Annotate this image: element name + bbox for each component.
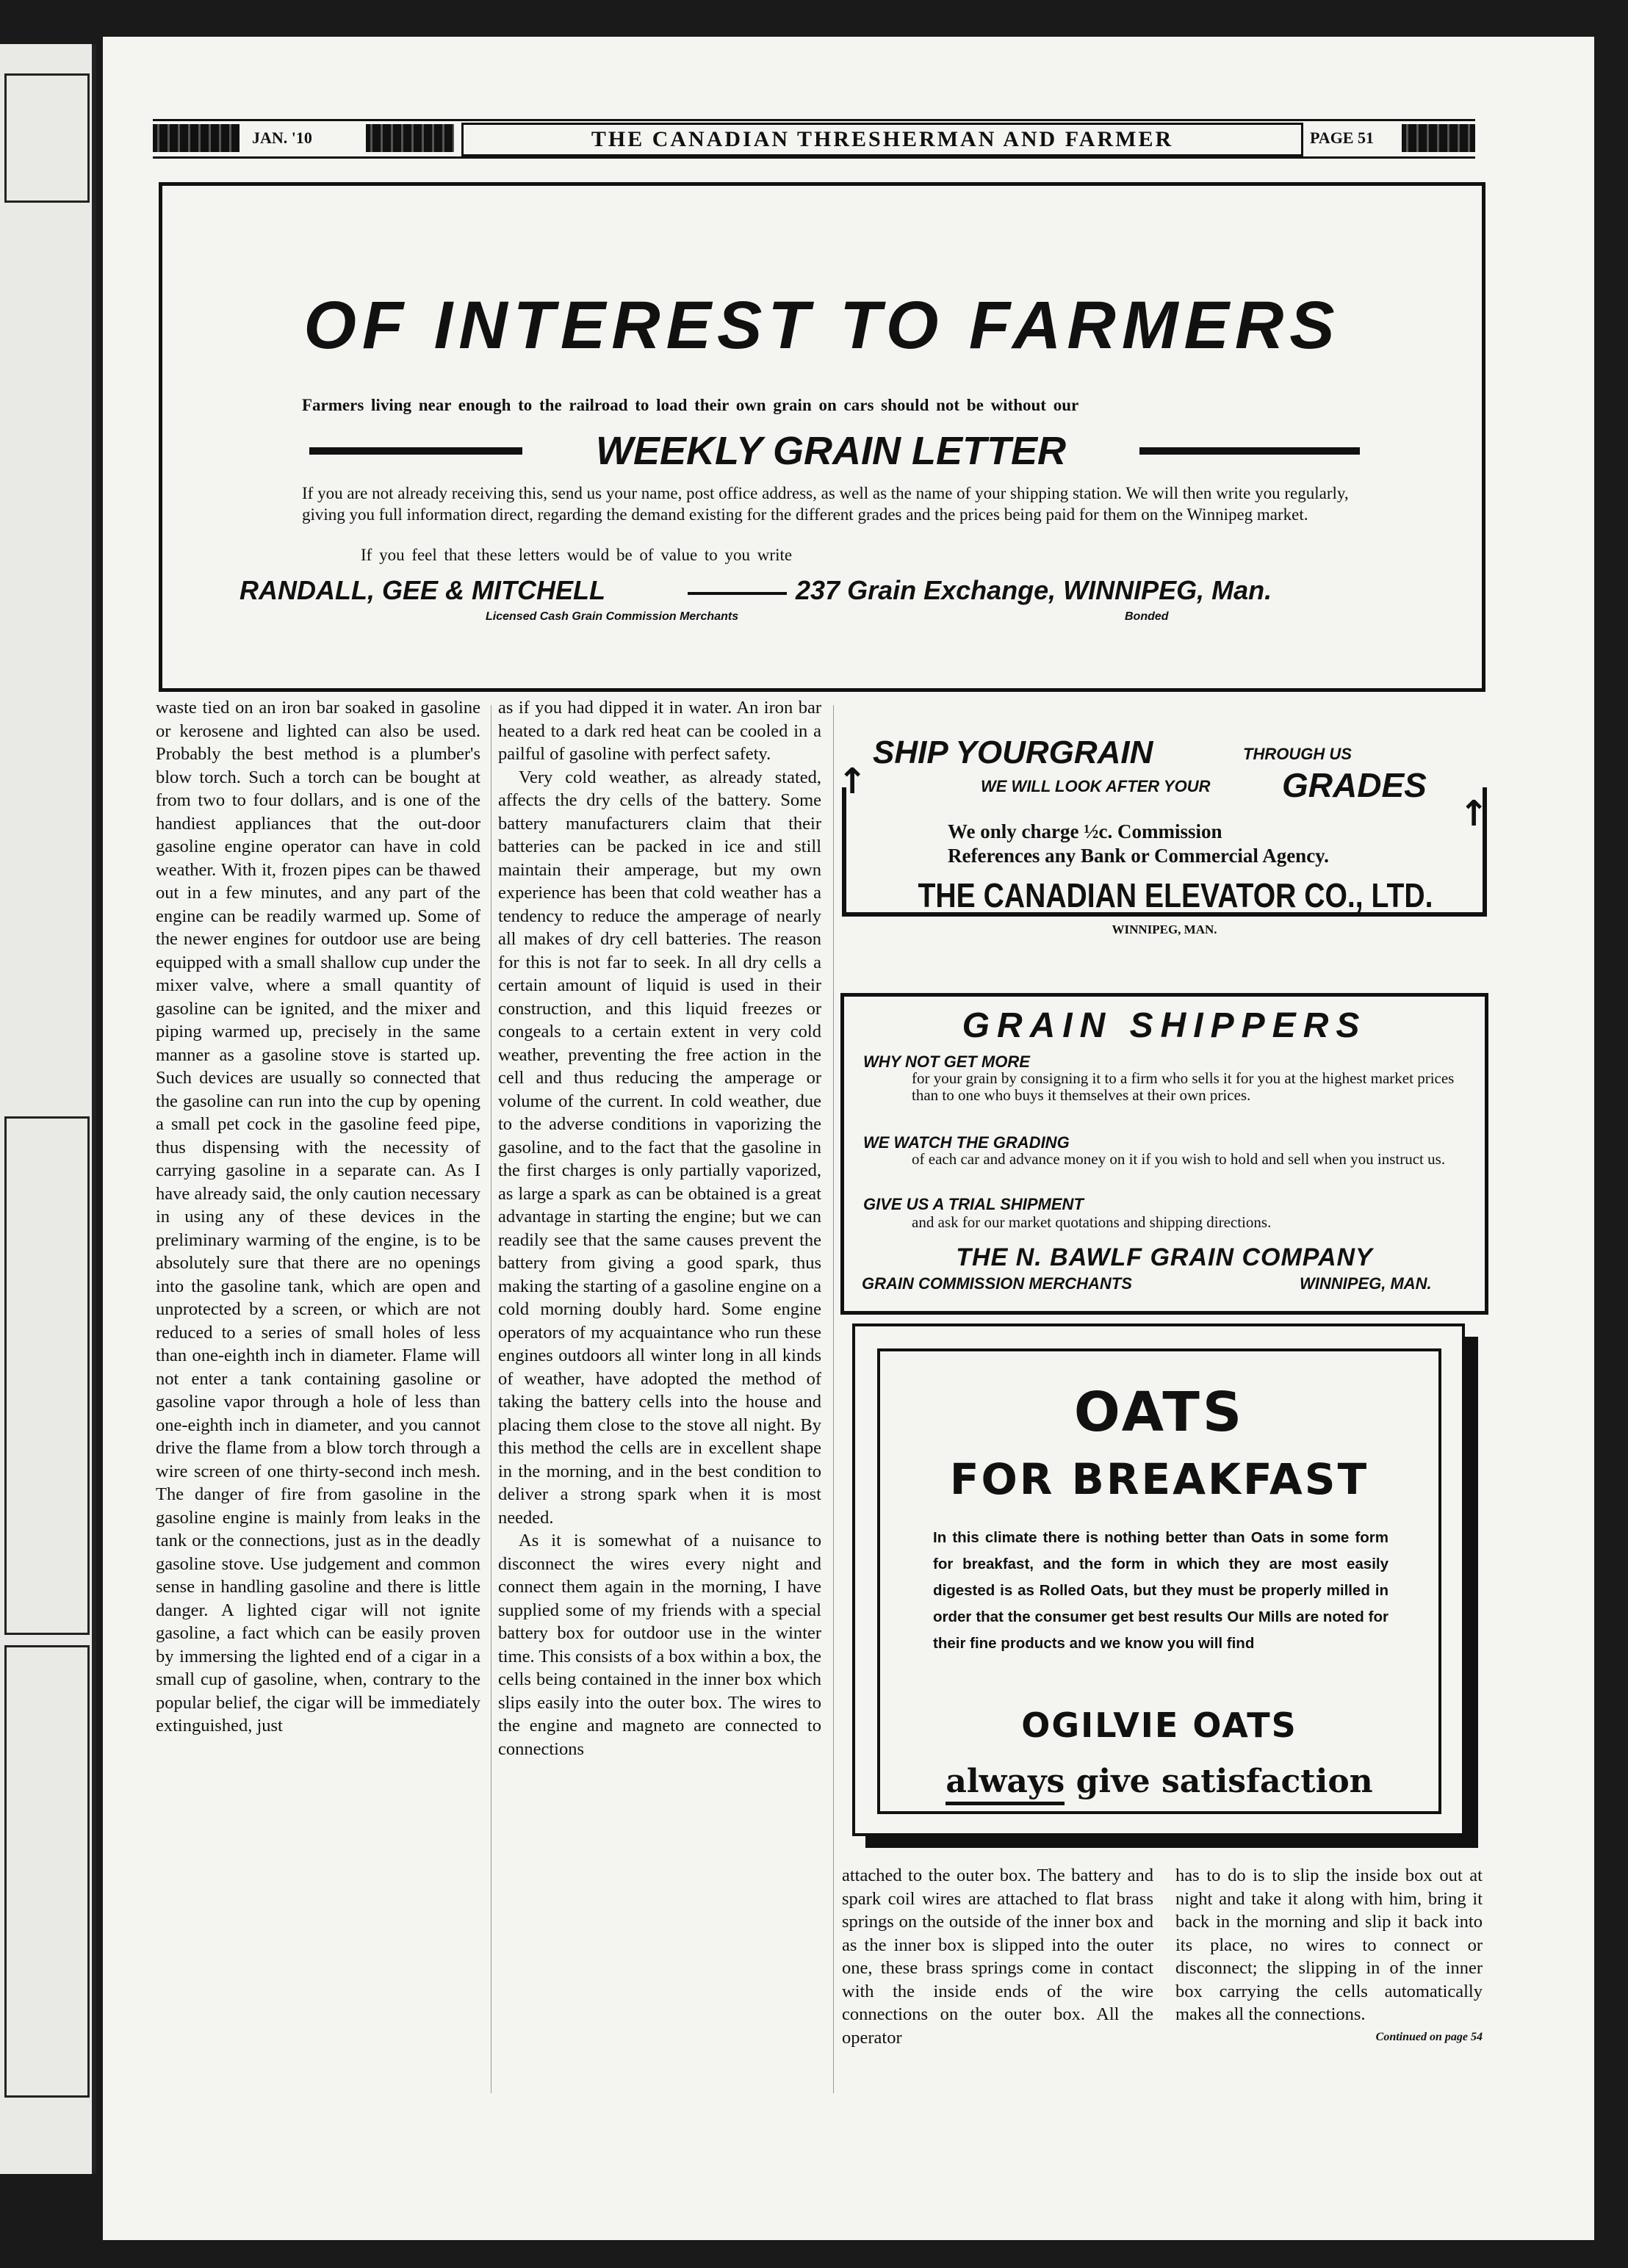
paragraph: as if you had dipped it in water. An iron bar heated to a dark red heat can be cooled in a pailful of gasoline with perfect safety. xyxy=(498,698,821,764)
tagline-rest: give satisfaction xyxy=(1076,1763,1373,1800)
paragraph: attached to the outer box. The battery and spark coil wires are attached to flat brass springs on the outside of the inner box and as the inner box is slipped into the outer one, these brass springs come in contact with the inside ends of the wire connections on the outer box. All the operator xyxy=(842,1866,1153,2048)
issue-date: JAN. '10 xyxy=(252,129,312,147)
through-us: THROUGH US xyxy=(1243,745,1352,763)
masthead-title: THE CANADIAN THRESHERMAN AND FARMER xyxy=(461,123,1303,156)
paragraph: As it is somewhat of a nuisance to disconnect the wires every night and connect them again in the morning, I have supplied some of my friends with a special battery box for outdoor use in the winter time. This consists of a box within a box, the cells being contained in the inner box which slips easily into the outer box. The wires to the engine and magneto are connected to connections xyxy=(498,1531,821,1759)
ornament-left xyxy=(153,124,239,152)
column-rule xyxy=(833,705,834,2093)
ad-randall-gee-mitchell xyxy=(159,182,1485,692)
company-name: THE N. BAWLF GRAIN COMPANY xyxy=(956,1243,1373,1271)
rule-left xyxy=(309,447,522,455)
article-column-2 xyxy=(498,696,821,2099)
licensed-note: Licensed Cash Grain Commission Merchants xyxy=(486,610,739,623)
ornament-right xyxy=(1402,124,1475,152)
ad-intro: Farmers living near enough to the railroad to load their own grain on cars should not be without our xyxy=(302,396,1079,414)
brand-name: OGILVIE OATS xyxy=(1021,1705,1297,1745)
ad-subhead: WE WATCH THE GRADING xyxy=(863,1133,1070,1152)
tagline xyxy=(880,1763,1438,1800)
paragraph: Very cold weather, as already stated, affects the dry cells of the battery. Some battery manufacturers claim that their batteries can be packed in ice and still maintain their amperage, but my own experience has been that cold weather has a tendency to reduce the amperage of nearly all makes of dry cell batteries. The reason for this is not far to seek. In all dry cells a certain amount of liquid is used in their construction, and this liquid freezes or congeals to a certain extent in very cold weather, preventing the free action in the cell and thus reducing the amperage or volume of the current. In cold weather, due to the adverse conditions in vaporizing the gasoline, and to the fact that the gasoline in the first charges is only partially vaporized, as large a spark as can be obtained is a great advantage in starting the engine; but we can readily see that the same causes prevent the battery from giving a good spark, thus making the starting of a gasoline engine on a cold morning doubly hard. Some engine operators of my acquaintance who run these engines outdoors all winter long in all kinds of weather, have adopted the method of taking the battery cells into the house and placing them close to the stove all night. By this method the cells are in excellent shape in the morning, and in the best condition to deliver a strong spark when it is most needed. xyxy=(498,767,821,1528)
firm-name: RANDALL, GEE & MITCHELL xyxy=(239,575,605,605)
references: References any Bank or Commercial Agency. xyxy=(948,845,1329,867)
always-word: always xyxy=(946,1763,1065,1805)
ad-ogilvie-oats xyxy=(852,1323,1484,1854)
ad-frame xyxy=(852,1323,1465,1836)
adjacent-page-fragment xyxy=(4,73,90,203)
article-column-1 xyxy=(156,696,480,2099)
oats-body: In this climate there is nothing better than Oats in some form for breakfast, and the form in which they are most easily digested is as Rolled Oats, but they must be properly milled in order that the consumer get best results Our Mills are noted for their fine products and we know you will find xyxy=(933,1529,1389,1652)
ad-canadian-elevator xyxy=(838,727,1491,977)
ad-paragraph: If you are not already receiving this, send us your name, post office address, as well as the name of your shipping station. We will then write you regularly, giving you full information direct, regarding the demand existing for the different grades and the prices being paid for them on the Winnipeg market. xyxy=(302,484,1349,524)
arrow-up-icon: ↑ xyxy=(838,761,868,802)
weekly-grain-letter: WEEKLY GRAIN LETTER xyxy=(595,429,1066,473)
page-header xyxy=(153,119,1475,159)
dash-rule xyxy=(688,592,787,595)
ad-body: of each car and advance money on it if you wish to hold and sell when you instruct us. xyxy=(912,1150,1446,1168)
company-city: WINNIPEG, MAN. xyxy=(1112,922,1217,936)
paragraph: waste tied on an iron bar soaked in gasoline or kerosene and lighted can also be used. Probably the best method is a plumber's blow torch. Such a torch can be bought at from two to four dollars, and is one of the handiest appliances that the out-door gasoline engine operator can have in cold weather. With it, frozen pipes can be thawed out in a few minutes, and any part of the engine can be readily warmed up. Some of the newer engines for outdoor use are being equipped with a small shallow cup under the mixer valve, where a small quantity of gasoline can be ignited, and the mixer and piping warmed up, precisely in the same manner as a gasoline stove is started up. Such devices are usually so connected that the gasoline can run into the cup by opening a small pet cock in the gasoline feed pipe, thus dispensing with the necessity of carrying gasoline in a separate can. As I have already said, the only caution necessary in using any of these devices in the preliminary warming of the engine, is to be absolutely sure that there are no openings into the gasoline tank, which are open and unprotected by a screen, or which are not reduced to a series of small holes of less than one-eighth inch in diameter. Flame will not enter a tank containing gasoline or gasoline vapor through a hole of less than one-eighth inch in diameter, and you cannot drive the flame from a blow torch through a wire screen of one thirty-second inch mesh. The danger of fire from gasoline in the gasoline engine is mainly from leaks in the tank or the connections, just as in the deadly gasoline stove. Use judgement and common sense in handling gasoline and there is little danger. A lighted cigar will not ignite gasoline, a fact which can be easily proven by immersing the lighted end of a cigar in a small cup of gasoline, when, contrary to the popular belief, the cigar will be immediately extinguished, just xyxy=(156,698,480,1736)
ship-headline: SHIP YOURGRAIN xyxy=(873,734,1153,770)
arrow-up-icon: ↑ xyxy=(1459,793,1489,834)
ad-inner-frame xyxy=(877,1348,1441,1814)
continued-note: Continued on page 54 xyxy=(1375,2030,1483,2043)
adjacent-page-edge xyxy=(0,44,96,2174)
rule-right xyxy=(1139,447,1360,455)
ad-subhead: GIVE US A TRIAL SHIPMENT xyxy=(863,1195,1084,1213)
breakfast-headline: FOR BREAKFAST xyxy=(949,1454,1369,1504)
ad-bawlf-grain xyxy=(840,993,1488,1315)
adjacent-page-fragment xyxy=(4,1116,90,1635)
bonded-note: Bonded xyxy=(1125,610,1169,623)
article-column-4 xyxy=(1175,1864,1483,2099)
article-column-3 xyxy=(842,1864,1153,2099)
ad-body: for your grain by consigning it to a firm who sells it for you at the highest market prices than to one who buys it themselves at their own prices. xyxy=(912,1069,1455,1104)
page-number: PAGE 51 xyxy=(1310,129,1374,147)
oats-headline: OATS xyxy=(1073,1381,1245,1444)
ad-body: and ask for our market quotations and shipping directions. xyxy=(912,1213,1272,1231)
ad-headline: OF INTEREST TO FARMERS xyxy=(303,288,1341,363)
ad-subhead: WHY NOT GET MORE xyxy=(863,1052,1030,1071)
company-city: WINNIPEG, MAN. xyxy=(1300,1274,1432,1293)
look-after: WE WILL LOOK AFTER YOUR xyxy=(981,777,1211,795)
ad-title: GRAIN SHIPPERS xyxy=(962,1006,1367,1045)
adjacent-page-fragment xyxy=(4,1645,90,2098)
commission: We only charge ½c. Commission xyxy=(948,820,1222,842)
ornament-mid xyxy=(366,124,454,152)
merchants: GRAIN COMMISSION MERCHANTS xyxy=(862,1274,1132,1293)
grades: GRADES xyxy=(1282,766,1427,804)
newspaper-page xyxy=(103,37,1594,2240)
weekly-row xyxy=(309,428,1485,472)
company-name: THE CANADIAN ELEVATOR CO., LTD. xyxy=(918,876,1433,914)
firm-address: 237 Grain Exchange, WINNIPEG, Man. xyxy=(796,575,1272,605)
ad-paragraph-2: If you feel that these letters would be of value to you write xyxy=(361,546,793,564)
paragraph: has to do is to slip the inside box out at night and take it along with him, bring it back in the morning and slip it back into its place, no wires to connect or disconnect; the slipping in of the inner box carrying the cells automatically makes all the connections. xyxy=(1175,1866,1483,2024)
